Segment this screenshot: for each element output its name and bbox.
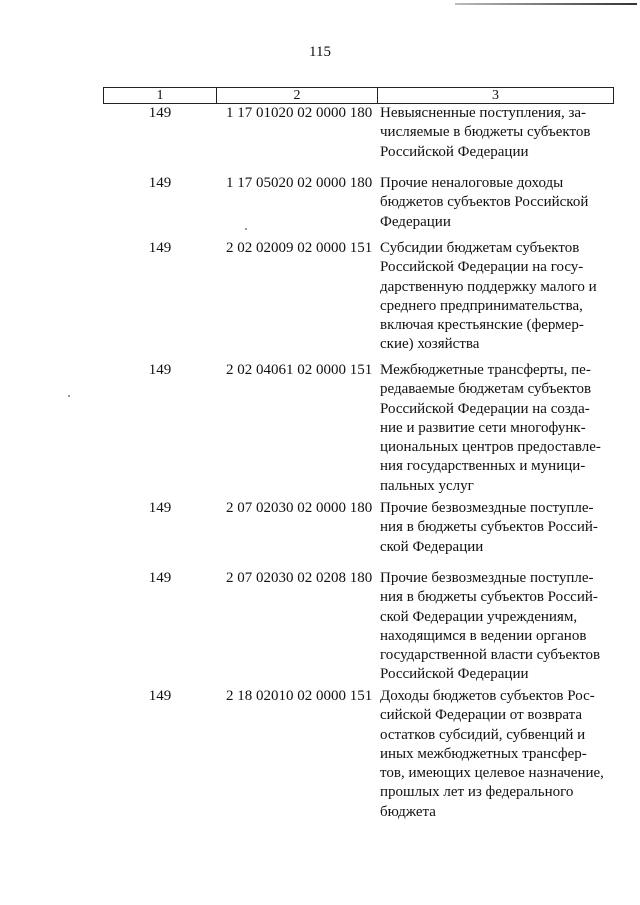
- income-name: Субсидии бюджетам субъектов Российской Федерации на госу- дарственную поддержку малого и среднего предпринимательства, включая крестьянские (фермер- ские) хозяйства: [380, 240, 597, 353]
- budget-code: 2 07 02030 02 0000 180: [226, 500, 373, 516]
- budget-code: 2 02 02009 02 0000 151: [226, 240, 373, 256]
- admin-code: 149: [148, 688, 172, 704]
- admin-code: 149: [148, 500, 172, 516]
- page-number: 115: [309, 44, 331, 60]
- budget-code: 1 17 05020 02 0000 180: [226, 175, 373, 191]
- scan-speck: [68, 395, 70, 397]
- income-name: Прочие безвозмездные поступле- ния в бюджеты субъектов Россий- ской Федерации: [380, 500, 598, 555]
- budget-code: 2 18 02010 02 0000 151: [226, 688, 373, 704]
- income-name: Доходы бюджетов субъектов Рос- сийской Федерации от возврата остатков субсидий, субвенций и иных межбюджетных трансфер- тов, имеющих целевое назначение, прошлых лет из федерального бюджета: [380, 688, 604, 820]
- scan-edge-line: [455, 3, 637, 5]
- income-name: Прочие безвозмездные поступле- ния в бюджеты субъектов Россий- ской Федерации учреждениям, находящимся в ведении органов государственной власти субъектов Российской Федерации: [380, 570, 601, 683]
- income-name: Прочие неналоговые доходы бюджетов субъектов Российской Федерации: [380, 175, 589, 230]
- budget-code: 2 02 04061 02 0000 151: [226, 362, 373, 378]
- admin-code: 149: [148, 570, 172, 586]
- header-col-2: 2: [217, 88, 378, 103]
- admin-code: 149: [148, 105, 172, 121]
- admin-code: 149: [148, 175, 172, 191]
- budget-code: 2 07 02030 02 0208 180: [226, 570, 373, 586]
- header-col-3: 3: [492, 88, 499, 103]
- admin-code: 149: [148, 362, 172, 378]
- header-col-1: 1: [104, 88, 217, 103]
- scan-speck: [245, 228, 247, 230]
- admin-code: 149: [148, 240, 172, 256]
- budget-code: 1 17 01020 02 0000 180: [226, 105, 373, 121]
- income-name: Невыясненные поступления, за- числяемые в бюджеты субъектов Российской Федерации: [380, 105, 591, 160]
- income-name: Межбюджетные трансферты, пе- редаваемые бюджетам субъектов Российской Федерации на созда- ние и развитие сети многофунк- циональных центров предоставле- ния государственных и муници- пальных услуг: [380, 362, 601, 494]
- table-header: [103, 87, 614, 104]
